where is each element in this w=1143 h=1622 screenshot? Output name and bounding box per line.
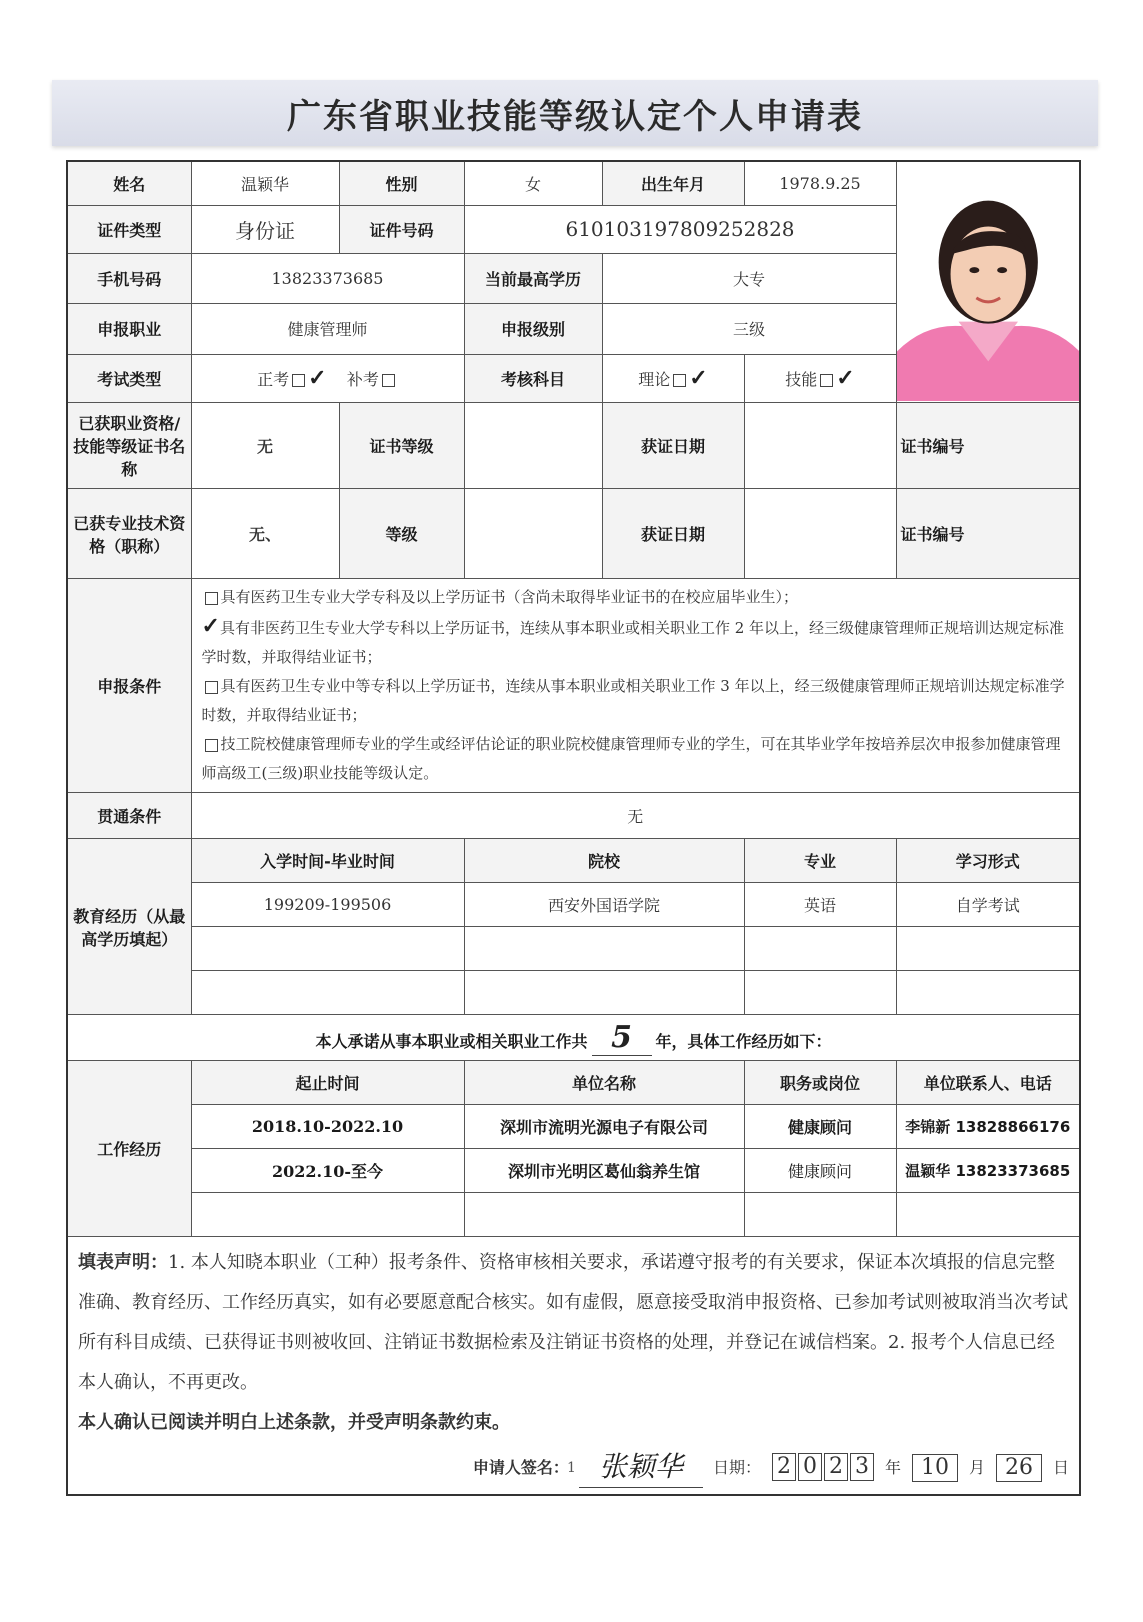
title-cert-no-label: 证书编号 — [896, 489, 1080, 579]
condition-item: 具有医药卫生专业大学专科及以上学历证书（含尚未取得毕业证书的在校应届毕业生）； — [202, 583, 1070, 612]
table-row — [67, 971, 1080, 1015]
declaration — [67, 1237, 1080, 1496]
work-position: 健康顾问 — [744, 1149, 896, 1193]
work-period: 2018.10-2022.10 — [191, 1105, 464, 1149]
table-row — [67, 1149, 1080, 1193]
condition-checkbox[interactable] — [205, 592, 218, 605]
promise-prefix: 本人承诺从事本职业或相关职业工作共 — [315, 1031, 588, 1051]
form-title: 广东省职业技能等级认定个人申请表 — [52, 80, 1098, 146]
condition-item: 具有医药卫生专业中等专科以上学历证书，连续从事本职业或相关职业工作 3 年以上，经三级健康管理师正规培训达规定标准学时数，并取得结业证书； — [201, 677, 1065, 724]
year-unit: 年 — [884, 1457, 901, 1477]
education-label: 教育经历（从最高学历填起） — [67, 839, 191, 1015]
title-cert-label: 已获专业技术资格（职称） — [67, 489, 191, 579]
year-digit: 2 — [824, 1453, 848, 1481]
level-value: 三级 — [602, 304, 896, 354]
subject-theory-option — [602, 354, 744, 402]
job-label: 申报职业 — [67, 304, 191, 354]
phone-value: 13823373685 — [191, 253, 464, 303]
exam-makeup-option: 补考 — [346, 370, 379, 390]
id-type-label: 证件类型 — [67, 205, 191, 253]
work-promise — [67, 1015, 1080, 1061]
title-cert-name: 无、 — [191, 489, 339, 579]
date-label: 日期： — [712, 1457, 761, 1477]
cert-name: 无 — [191, 403, 339, 489]
title-cert-date-label: 获证日期 — [602, 489, 744, 579]
edu-header-form: 学习形式 — [896, 839, 1080, 883]
table-row — [67, 1193, 1080, 1237]
condition-checkbox[interactable] — [205, 681, 218, 694]
work-header-company: 单位名称 — [464, 1061, 744, 1105]
subject-theory-checkbox[interactable] — [673, 374, 686, 387]
promise-years: 5 — [592, 1020, 652, 1056]
title-cert-date-value — [744, 489, 896, 579]
application-form — [66, 160, 1081, 1496]
name-label: 姓名 — [67, 161, 191, 205]
checkmark-icon: ✓ — [689, 365, 708, 392]
conditions-list — [191, 579, 1080, 793]
exam-normal-option: 正考 — [257, 370, 290, 390]
title-cert-level-label: 等级 — [339, 489, 464, 579]
edu-major: 英语 — [744, 883, 896, 927]
subject-skill-label: 技能 — [785, 370, 818, 390]
work-header-position: 职务或岗位 — [744, 1061, 896, 1105]
declaration-confirm: 本人确认已阅读并明白上述条款，并受声明条款约束。 — [78, 1412, 510, 1433]
job-value: 健康管理师 — [191, 304, 464, 354]
name-value: 温颖华 — [191, 161, 339, 205]
declaration-text: 1. 本人知晓本职业（工种）报考条件、资格审核相关要求，承诺遵守报考的有关要求，保证本次填报的信息完整准确、教育经历、工作经历真实，如有必要愿意配合核实。如有虚假，愿意接受取消申报资格、已参加考试则被取消当次考试所有科目成绩、已获得证书则被收回、注销证书数据检索及注销证书资格的处理，并登记在诚信档案。2. 报考个人信息已经本人确认，不再更改。 — [78, 1252, 1068, 1393]
work-contact: 李锦新 13828866176 — [896, 1105, 1080, 1149]
edu-form: 自学考试 — [896, 883, 1080, 927]
work-label: 工作经历 — [67, 1061, 191, 1237]
phone-label: 手机号码 — [67, 253, 191, 303]
day-value: 26 — [996, 1454, 1042, 1482]
signature: 张颖华 — [579, 1447, 703, 1488]
conditions-label: 申报条件 — [67, 579, 191, 793]
work-company: 深圳市流明光源电子有限公司 — [464, 1105, 744, 1149]
work-contact: 温颖华 13823373685 — [896, 1149, 1080, 1193]
work-company: 深圳市光明区葛仙翁养生馆 — [464, 1149, 744, 1193]
month-unit: 月 — [968, 1457, 985, 1477]
condition-item: ✓具有非医药卫生专业大学专科以上学历证书，连续从事本职业或相关职业工作 2 年以上，经三级健康管理师正规培训达规定标准学时数，并取得结业证书； — [201, 613, 1065, 666]
cert-level-value — [464, 403, 602, 489]
month-value: 10 — [912, 1454, 958, 1482]
exam-makeup-checkbox[interactable] — [382, 374, 395, 387]
year-digit: 2 — [772, 1453, 796, 1481]
year-digit: 3 — [850, 1453, 874, 1481]
applicant-portrait — [897, 162, 1080, 402]
condition-checkbox[interactable] — [205, 739, 218, 752]
table-row — [67, 927, 1080, 971]
exam-normal-checkbox[interactable] — [292, 374, 305, 387]
exam-type-label: 考试类型 — [67, 354, 191, 402]
condition-item: 技工院校健康管理师专业的学生或经评估论证的职业院校健康管理师专业的学生，可在其毕业学年按培养层次申报参加健康管理师高级工(三级)职业技能等级认定。 — [201, 735, 1061, 782]
year-digit: 0 — [798, 1453, 822, 1481]
edu-header-school: 院校 — [464, 839, 744, 883]
through-value: 无 — [191, 793, 1080, 839]
table-row — [67, 1105, 1080, 1149]
title-cert-level-value — [464, 489, 602, 579]
table-row — [67, 883, 1080, 927]
checkmark-icon: ✓ — [308, 365, 327, 392]
day-unit: 日 — [1052, 1457, 1069, 1477]
declaration-title: 填表声明： — [78, 1252, 168, 1273]
sign-label: 申请人签名： — [472, 1457, 569, 1477]
applicant-photo — [896, 161, 1080, 403]
promise-suffix: 年，具体工作经历如下： — [655, 1031, 832, 1051]
through-label: 贯通条件 — [67, 793, 191, 839]
cert-label: 已获职业资格/技能等级证书名称 — [67, 403, 191, 489]
work-header-contact: 单位联系人、电话 — [896, 1061, 1080, 1105]
edu-period: 199209-199506 — [191, 883, 464, 927]
checkmark-icon: ✓ — [201, 613, 220, 639]
id-type-value: 身份证 — [191, 205, 339, 253]
birth-label: 出生年月 — [602, 161, 744, 205]
gender-label: 性别 — [339, 161, 464, 205]
gender-value: 女 — [464, 161, 602, 205]
cert-level-label: 证书等级 — [339, 403, 464, 489]
page-number: 1 — [567, 1460, 576, 1476]
subject-theory-label: 理论 — [638, 370, 671, 390]
subject-label: 考核科目 — [464, 354, 602, 402]
edu-value: 大专 — [602, 253, 896, 303]
checkmark-icon: ✓ — [836, 365, 855, 392]
birth-value: 1978.9.25 — [744, 161, 896, 205]
work-position: 健康顾问 — [744, 1105, 896, 1149]
edu-label: 当前最高学历 — [464, 253, 602, 303]
cert-date-value — [744, 403, 896, 489]
cert-date-label: 获证日期 — [602, 403, 744, 489]
id-no-label: 证件号码 — [339, 205, 464, 253]
edu-header-period: 入学时间-毕业时间 — [191, 839, 464, 883]
work-header-period: 起止时间 — [191, 1061, 464, 1105]
edu-school: 西安外国语学院 — [464, 883, 744, 927]
subject-skill-checkbox[interactable] — [820, 374, 833, 387]
exam-type-options — [191, 354, 464, 402]
level-label: 申报级别 — [464, 304, 602, 354]
subject-skill-option — [744, 354, 896, 402]
cert-no-label: 证书编号 — [896, 403, 1080, 489]
work-period: 2022.10-至今 — [191, 1149, 464, 1193]
edu-header-major: 专业 — [744, 839, 896, 883]
id-no-value: 610103197809252828 — [464, 205, 896, 253]
